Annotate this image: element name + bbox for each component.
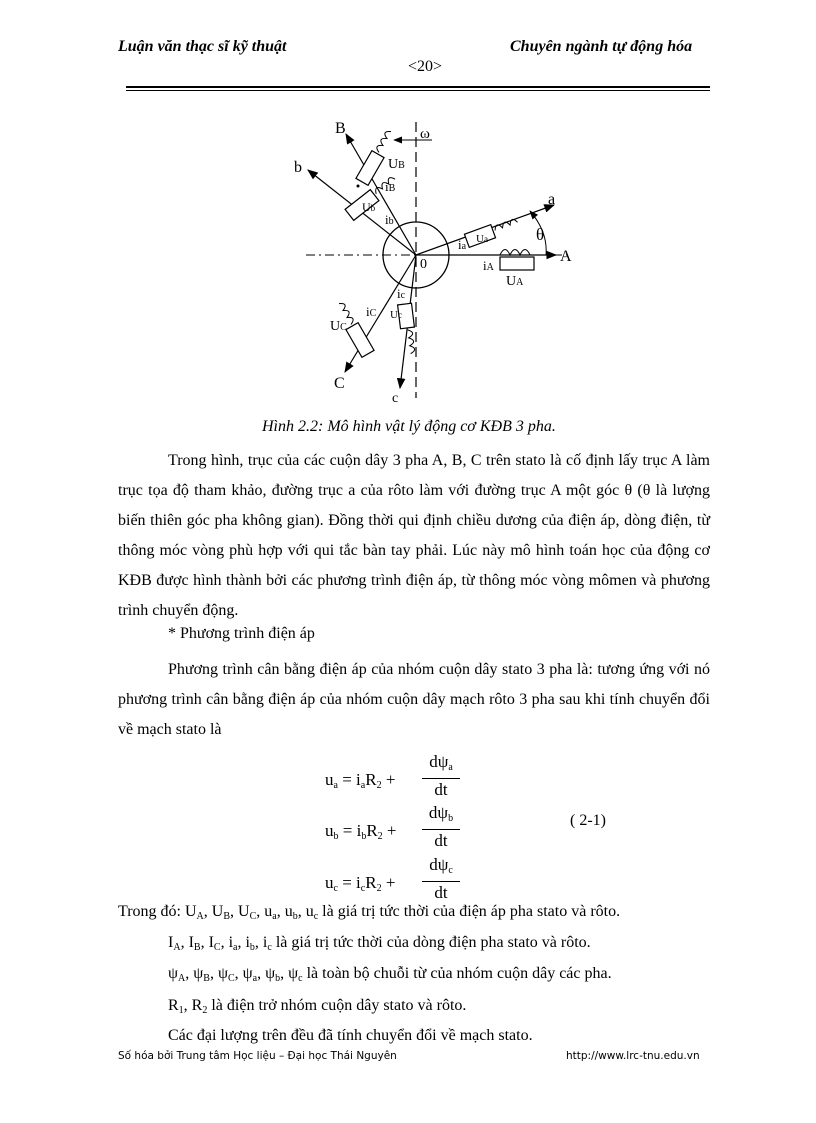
equation-denominator: dt bbox=[434, 883, 448, 902]
page-number-left-mark: < bbox=[408, 58, 418, 75]
paragraph-2: Phương trình cân bằng điện áp của nhóm cuộn dây stato 3 pha là: tương ứng với nó phương trình cân bằng điện áp của nhóm cuộn dây mạch rôto 3 pha sau khi tính chuyển đổi về mạch stato là bbox=[118, 661, 710, 738]
label-iC: iC bbox=[366, 304, 377, 319]
symbol-term: $u_a$ bbox=[264, 903, 277, 922]
definition-line-4: $R_1$, $R_2$ là điện trở nhóm cuộn dây stato và rôto. bbox=[168, 997, 467, 1016]
definition-line-2-terms: $I_A$, $I_B$, $I_C$, $i_a$, $i_b$, $i_c$ bbox=[168, 934, 272, 953]
symbol-term: $u_c$ bbox=[305, 903, 319, 922]
symbol-term: $\psi_B$ bbox=[193, 965, 210, 984]
label-omega: ω bbox=[420, 126, 430, 142]
symbol-term: $U_B$ bbox=[211, 903, 231, 922]
fraction-bar bbox=[422, 829, 460, 830]
label-iB: iB bbox=[385, 179, 396, 194]
equation-denominator: dt bbox=[434, 831, 448, 850]
equation-row: $u_a = i_aR_2$ + bbox=[325, 770, 396, 791]
label-UC: UC bbox=[330, 319, 347, 334]
definition-line-3: $\psi_A$, $\psi_B$, $\psi_C$, $\psi_a$, $\psi_b$, $\psi_c$ là toàn bộ chuỗi từ của nhóm cuộn dây các pha. bbox=[168, 965, 612, 984]
section-heading: * Phương trình điện áp bbox=[168, 625, 315, 642]
symbol-term: $i_c$ bbox=[262, 934, 272, 953]
paragraph-1: Trong hình, trục của các cuộn dây 3 pha A, B, C trên stato là cố định lấy trục A làm trục tọa độ tham khảo, đường trục a của rôto làm với đường trục A một góc θ (θ là lượng biến thiên góc pha không gian). Đồng thời qui định chiều dương của điện áp, dòng điện, từ thông móc vòng phù hợp với qui tắc bàn tay phải. Lúc này mô hình toán học của động cơ KĐB được hình thành bởi các phương trình điện áp, từ thông móc vòng mômen và phương trình chuyển động. bbox=[118, 452, 710, 619]
fraction-bar bbox=[422, 778, 460, 779]
header-left-title: Luận văn thạc sĩ kỹ thuật bbox=[118, 38, 287, 55]
symbol-term: $\psi_A$ bbox=[168, 965, 186, 984]
label-iA: iA bbox=[483, 258, 494, 273]
label-origin: 0 bbox=[420, 257, 427, 272]
label-a: a bbox=[548, 191, 556, 208]
equation-numerator: $d\psi_a$ bbox=[429, 752, 453, 773]
symbol-term: $\psi_c$ bbox=[288, 965, 303, 984]
definition-line-3-terms: $\psi_A$, $\psi_B$, $\psi_C$, $\psi_a$, $\psi_b$, $\psi_c$ bbox=[168, 965, 303, 984]
figure-caption: Hình 2.2: Mô hình vật lý động cơ KĐB 3 pha. bbox=[262, 418, 556, 435]
label-ib: ib bbox=[385, 212, 394, 227]
label-Uc: Uc bbox=[390, 309, 402, 321]
equation-numerator: $d\psi_b$ bbox=[428, 803, 454, 824]
equation-row: $u_b = i_bR_2$ + bbox=[325, 821, 397, 842]
symbol-term: $i_b$ bbox=[245, 934, 255, 953]
symbol-term: $R_2$ bbox=[191, 997, 208, 1016]
footer-right: http://www.lrc-tnu.edu.vn bbox=[566, 1050, 700, 1062]
symbol-term: $I_C$ bbox=[208, 934, 221, 953]
fraction-bar bbox=[422, 881, 460, 882]
symbol-term: $\psi_C$ bbox=[217, 965, 235, 984]
label-b: b bbox=[294, 159, 302, 176]
symbol-term: $\psi_b$ bbox=[265, 965, 281, 984]
equation-numerator: $d\psi_c$ bbox=[429, 855, 453, 876]
label-UA: UA bbox=[506, 274, 524, 289]
definition-line-5: Các đại lượng trên đều đã tính chuyển đổi về mạch stato. bbox=[168, 1027, 533, 1044]
footer-left: Số hóa bởi Trung tâm Học liệu – Đại học Thái Nguyên bbox=[118, 1050, 397, 1062]
equation-number: ( 2-1) bbox=[570, 812, 606, 829]
label-A: A bbox=[560, 248, 572, 265]
symbol-term: $I_A$ bbox=[168, 934, 181, 953]
symbol-term: $U_C$ bbox=[238, 903, 257, 922]
label-theta: θ bbox=[536, 225, 545, 244]
label-Ub: Ub bbox=[362, 200, 376, 214]
definition-line-1-terms: $U_A$, $U_B$, $U_C$, $u_a$, $u_b$, $u_c$ bbox=[184, 903, 319, 922]
page-number-value: 20 bbox=[417, 58, 434, 75]
label-UB: UB bbox=[388, 157, 405, 172]
symbol-term: $i_a$ bbox=[228, 934, 238, 953]
definition-line-4-terms: $R_1$, $R_2$ bbox=[168, 997, 208, 1016]
label-ia: ia bbox=[458, 237, 467, 252]
label-B: B bbox=[335, 120, 346, 137]
symbol-term: $R_1$ bbox=[168, 997, 184, 1016]
label-C: C bbox=[334, 375, 345, 392]
page-number-right-mark: > bbox=[433, 58, 443, 75]
label-Ua: Ua bbox=[476, 233, 488, 245]
equation-denominator: dt bbox=[434, 780, 448, 799]
label-c: c bbox=[392, 391, 399, 406]
symbol-term: $U_A$ bbox=[184, 903, 204, 922]
label-ic: ic bbox=[397, 286, 406, 301]
definition-line-2: $I_A$, $I_B$, $I_C$, $i_a$, $i_b$, $i_c$ là giá trị tức thời của dòng điện pha stato và rôto. bbox=[168, 934, 591, 953]
symbol-term: $\psi_a$ bbox=[242, 965, 258, 984]
equation-row: $u_c = i_cR_2$ + bbox=[325, 873, 396, 894]
symbol-term: $I_B$ bbox=[188, 934, 201, 953]
header-right-title: Chuyên ngành tự động hóa bbox=[510, 38, 693, 55]
definition-line-1: Trong đó: $U_A$, $U_B$, $U_C$, $u_a$, $u_b$, $u_c$ là giá trị tức thời của điện áp pha stato và rôto. bbox=[118, 903, 621, 922]
symbol-term: $u_b$ bbox=[284, 903, 298, 922]
